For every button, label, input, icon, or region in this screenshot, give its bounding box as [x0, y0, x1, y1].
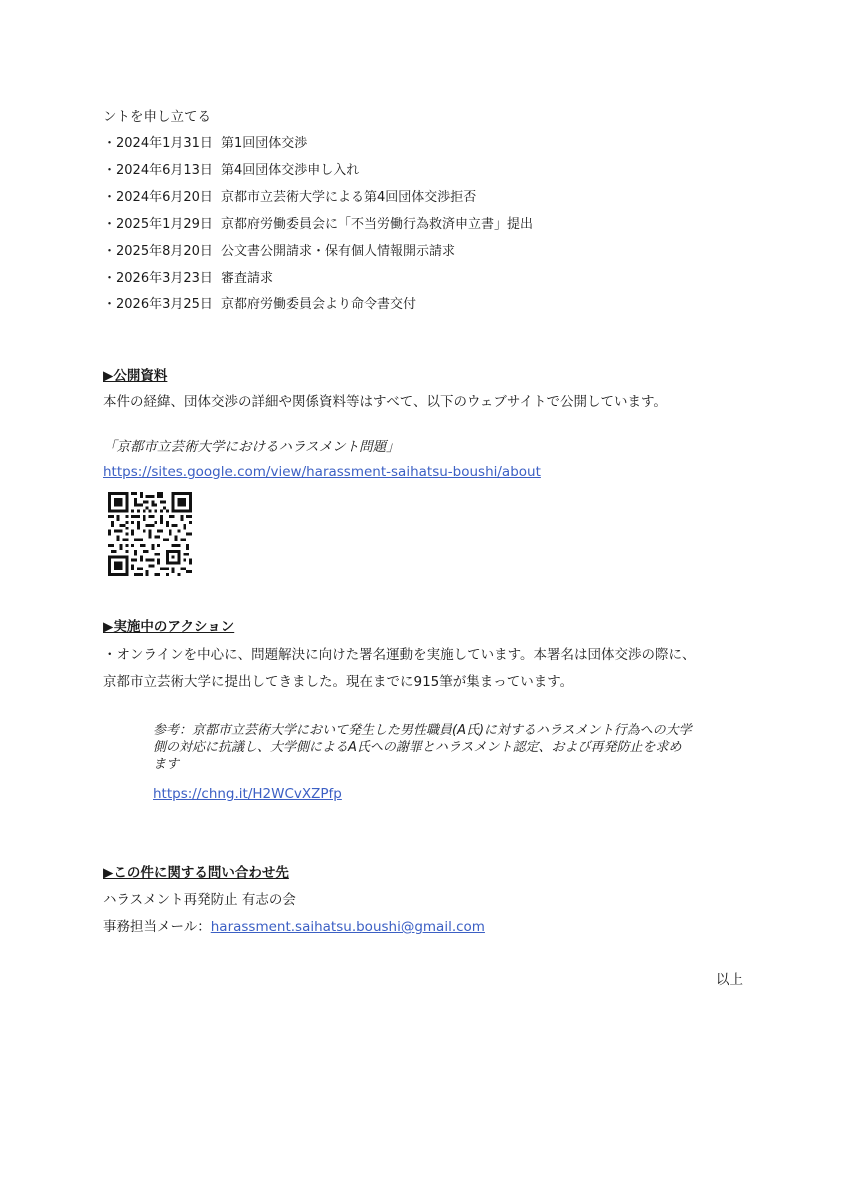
petition-url-line — [153, 785, 342, 803]
timeline-event: 第4回団体交渉申し入れ — [221, 163, 360, 178]
timeline-item — [103, 243, 455, 261]
actions-body-line-2: 京都市立芸術大学に提出してきました。現在までに915筆が集まっています。 — [103, 674, 574, 690]
public-materials-heading: ▶公開資料 — [103, 368, 168, 384]
reference-line-3: ます — [153, 757, 180, 772]
timeline-date: ・2024年1月31日 — [103, 136, 213, 151]
timeline-date: ・2026年3月23日 — [103, 271, 213, 286]
timeline-item — [103, 162, 359, 180]
timeline-event: 公文書公開請求・保有個人情報開示請求 — [221, 244, 456, 259]
petition-reference — [153, 722, 753, 773]
contact-org: ハラスメント再発防止 有志の会 — [103, 892, 296, 908]
petition-url-link[interactable]: https://chng.it/H2WCvXZPfp — [153, 786, 342, 802]
site-url-link[interactable]: https://sites.google.com/view/harassment-saihatsu-boushi/about — [103, 464, 541, 480]
timeline-event: 審査請求 — [221, 271, 274, 286]
timeline-event: 京都府労働委員会より命令書交付 — [221, 297, 417, 312]
timeline-item — [103, 270, 273, 288]
contact-heading: ▶この件に関する問い合わせ先 — [103, 865, 289, 881]
timeline-item — [103, 296, 416, 314]
timeline-item — [103, 135, 307, 153]
actions-heading: ▶実施中のアクション — [103, 619, 235, 635]
contact-email-link[interactable]: harassment.saihatsu.boushi@gmail.com — [210, 919, 485, 935]
timeline-date: ・2025年8月20日 — [103, 244, 213, 259]
actions-body-line-1: ・オンラインを中心に、問題解決に向けた署名運動を実施しています。本署名は団体交渉の際に、 — [103, 647, 696, 663]
timeline-event: 京都府労働委員会に「不当労働行為救済申立書」提出 — [221, 217, 534, 232]
site-url-line — [103, 463, 541, 481]
timeline-event: 第1回団体交渉 — [221, 136, 308, 151]
timeline-item — [103, 216, 533, 234]
qr-code-icon — [108, 492, 192, 576]
contact-email-label: 事務担当メール： — [103, 919, 211, 935]
reference-line-1: 参考：京都市立芸術大学において発生した男性職員(A氏)に対するハラスメント行為への大学 — [153, 723, 692, 738]
site-title: 「京都市立芸術大学におけるハラスメント問題」 — [103, 439, 400, 455]
reference-line-2: 側の対応に抗議し、大学側によるA氏への謝罪とハラスメント認定、および再発防止を求め — [153, 740, 682, 755]
timeline-item — [103, 189, 476, 207]
timeline-date: ・2024年6月13日 — [103, 163, 213, 178]
timeline-date: ・2024年6月20日 — [103, 190, 213, 205]
public-materials-body: 本件の経緯、団体交渉の詳細や関係資料等はすべて、以下のウェブサイトで公開しています。 — [103, 394, 667, 410]
timeline-date: ・2026年3月25日 — [103, 297, 213, 312]
timeline-date: ・2025年1月29日 — [103, 217, 213, 232]
closing-text: 以上 — [716, 972, 743, 988]
timeline-event: 京都市立芸術大学による第4回団体交渉拒否 — [221, 190, 477, 205]
intro-fragment: ントを申し立てる — [103, 109, 211, 125]
contact-email-line — [103, 918, 485, 936]
